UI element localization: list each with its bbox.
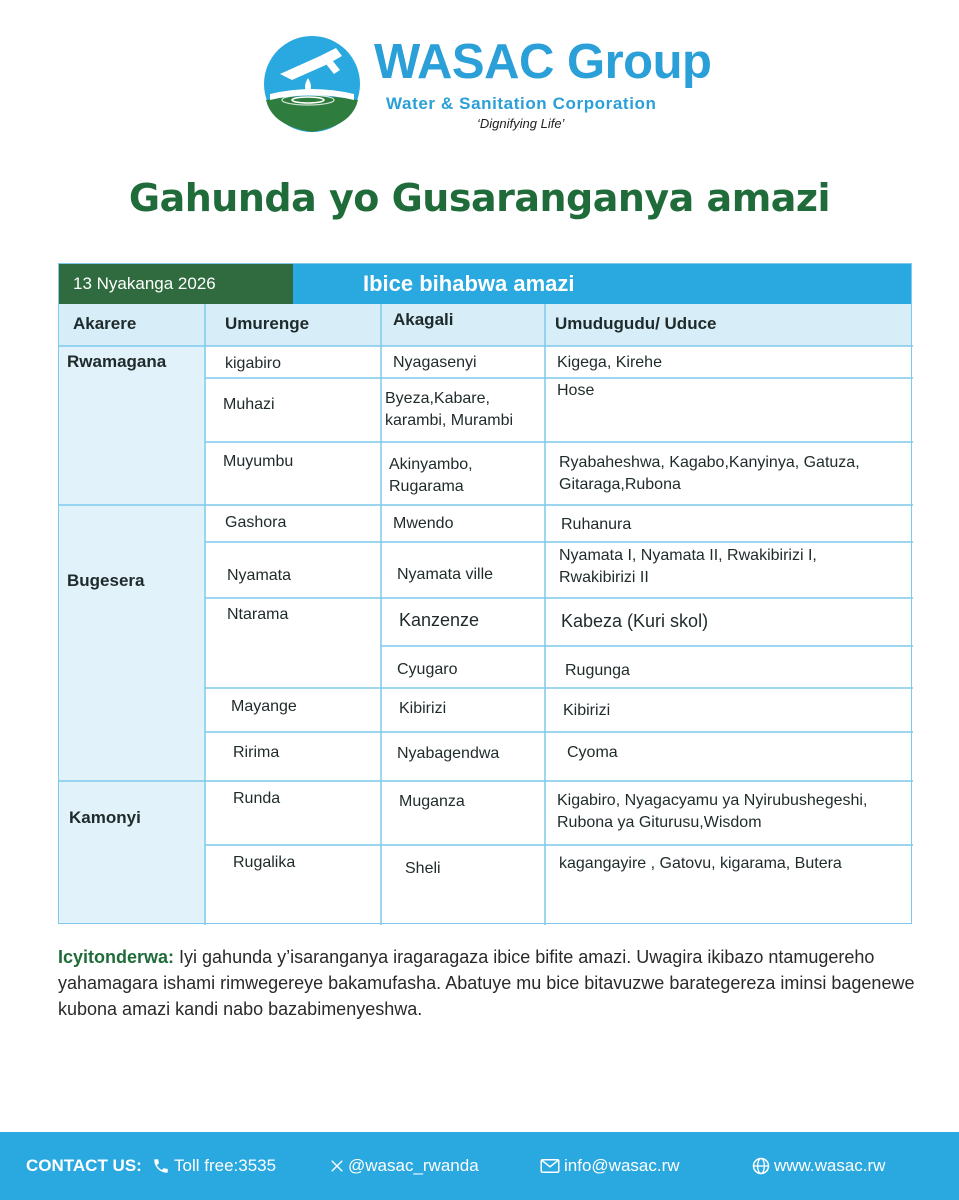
umudugudu-cell (559, 452, 860, 497)
wasac-logo-icon (262, 34, 362, 134)
umurenge-cell: Muhazi (223, 396, 275, 413)
note-label: Icyitonderwa: (58, 947, 175, 967)
umurenge-cell: Gashora (225, 514, 287, 531)
district-bugesera: Bugesera (67, 571, 145, 590)
akagali-cell: Nyabagendwa (397, 745, 500, 762)
akagali-line: Akinyambo, (389, 456, 473, 473)
col-header-akagali: Akagali (393, 310, 454, 329)
contact-label: CONTACT US: (26, 1156, 142, 1175)
akagali-cell: Mwendo (393, 515, 454, 532)
akagali-cell: Sheli (405, 860, 441, 877)
umudugudu-line: Rubona ya Giturusu,Wisdom (557, 814, 762, 832)
umurenge-cell: Ntarama (227, 606, 289, 623)
umudugudu-cell: Cyoma (567, 744, 618, 761)
website-link[interactable] (752, 1156, 885, 1176)
globe-icon (752, 1157, 770, 1175)
toll-free[interactable] (152, 1156, 276, 1176)
contact-footer (0, 1132, 959, 1200)
akagali-cell: Nyamata ville (397, 566, 494, 583)
email-text: info@wasac.rw (564, 1156, 680, 1175)
umudugudu-line: Ryabaheshwa, Kagabo,Kanyinya, Gatuza, (559, 454, 860, 471)
col-header-umurenge: Umurenge (225, 314, 310, 333)
umurenge-cell: Ririma (233, 744, 280, 761)
zone-header: Ibice bihabwa amazi (293, 264, 911, 304)
akagali-cell (389, 454, 473, 499)
umurenge-cell: Runda (233, 790, 281, 807)
umudugudu-cell: Kibirizi (563, 702, 611, 719)
umurenge-cell: Rugalika (233, 854, 296, 871)
akagali-cell: Nyagasenyi (393, 354, 477, 371)
toll-free-text: Toll free:3535 (174, 1156, 277, 1175)
akagali-cell: Kanzenze (399, 610, 480, 630)
umurenge-cell: Nyamata (227, 567, 292, 584)
schedule-date: 13 Nyakanga 2026 (59, 264, 293, 304)
umudugudu-line: Rwakibirizi II (559, 569, 649, 587)
akagali-line: karambi, Murambi (385, 412, 514, 430)
contact-label-wrap (26, 1156, 142, 1176)
umudugudu-cell: Kigega, Kirehe (557, 354, 662, 371)
note-paragraph (58, 944, 918, 1022)
umudugudu-line: Kigabiro, Nyagacyamu ya Nyirubushegeshi, (557, 792, 868, 809)
umudugudu-cell: Ruhanura (561, 516, 632, 533)
col-header-umudugudu: Umudugudu/ Uduce (555, 314, 717, 333)
akagali-cell: Muganza (399, 793, 465, 810)
umurenge-cell: kigabiro (225, 355, 282, 372)
twitter-text: @wasac_rwanda (348, 1156, 479, 1175)
twitter-handle[interactable] (330, 1156, 479, 1176)
umudugudu-cell (557, 790, 867, 835)
brand-subtitle: Water & Sanitation Corporation (386, 94, 657, 113)
district-kamonyi: Kamonyi (69, 808, 141, 827)
umudugudu-cell: kagangayire , Gatovu, kigarama, Butera (559, 855, 842, 872)
umudugudu-cell (559, 545, 817, 590)
email-link[interactable] (540, 1156, 680, 1176)
akagali-cell (385, 388, 513, 433)
umudugudu-cell: Hose (557, 382, 595, 399)
umurenge-cell: Mayange (231, 698, 297, 715)
col-header-akarere: Akarere (73, 314, 137, 333)
umurenge-cell: Muyumbu (223, 453, 294, 470)
umudugudu-line: Gitaraga,Rubona (559, 476, 681, 494)
akagali-cell: Kibirizi (399, 700, 447, 717)
akagali-line: Rugarama (389, 478, 464, 496)
umudugudu-line: Nyamata I, Nyamata II, Rwakibirizi I, (559, 547, 817, 564)
district-rwamagana: Rwamagana (67, 352, 167, 371)
x-twitter-icon (330, 1159, 344, 1173)
akagali-line: Byeza,Kabare, (385, 390, 490, 407)
brand-logo (262, 34, 712, 144)
phone-icon (152, 1157, 170, 1175)
brand-name: WASAC Group (374, 35, 712, 89)
umudugudu-cell: Rugunga (565, 662, 630, 679)
website-text: www.wasac.rw (774, 1156, 886, 1175)
page-title: Gahunda yo Gusaranganya amazi (128, 176, 831, 220)
umudugudu-cell: Kabeza (Kuri skol) (561, 611, 709, 631)
note-text: Iyi gahunda y’isaranganya iragaragaza ibice bifite amazi. Uwagira ikibazo ntamugereho yahamagara ishami rimwegereye bakamufasha. Abatuye mu bice bitavuzwe barategereza iminsi bagenewe kubona amazi kandi nabo bazabimenyeshwa. (58, 947, 915, 1019)
akagali-cell: Cyugaro (397, 661, 458, 678)
mail-icon (540, 1158, 560, 1174)
schedule-table (58, 263, 912, 924)
brand-tagline: ‘Dignifying Life’ (477, 116, 565, 131)
